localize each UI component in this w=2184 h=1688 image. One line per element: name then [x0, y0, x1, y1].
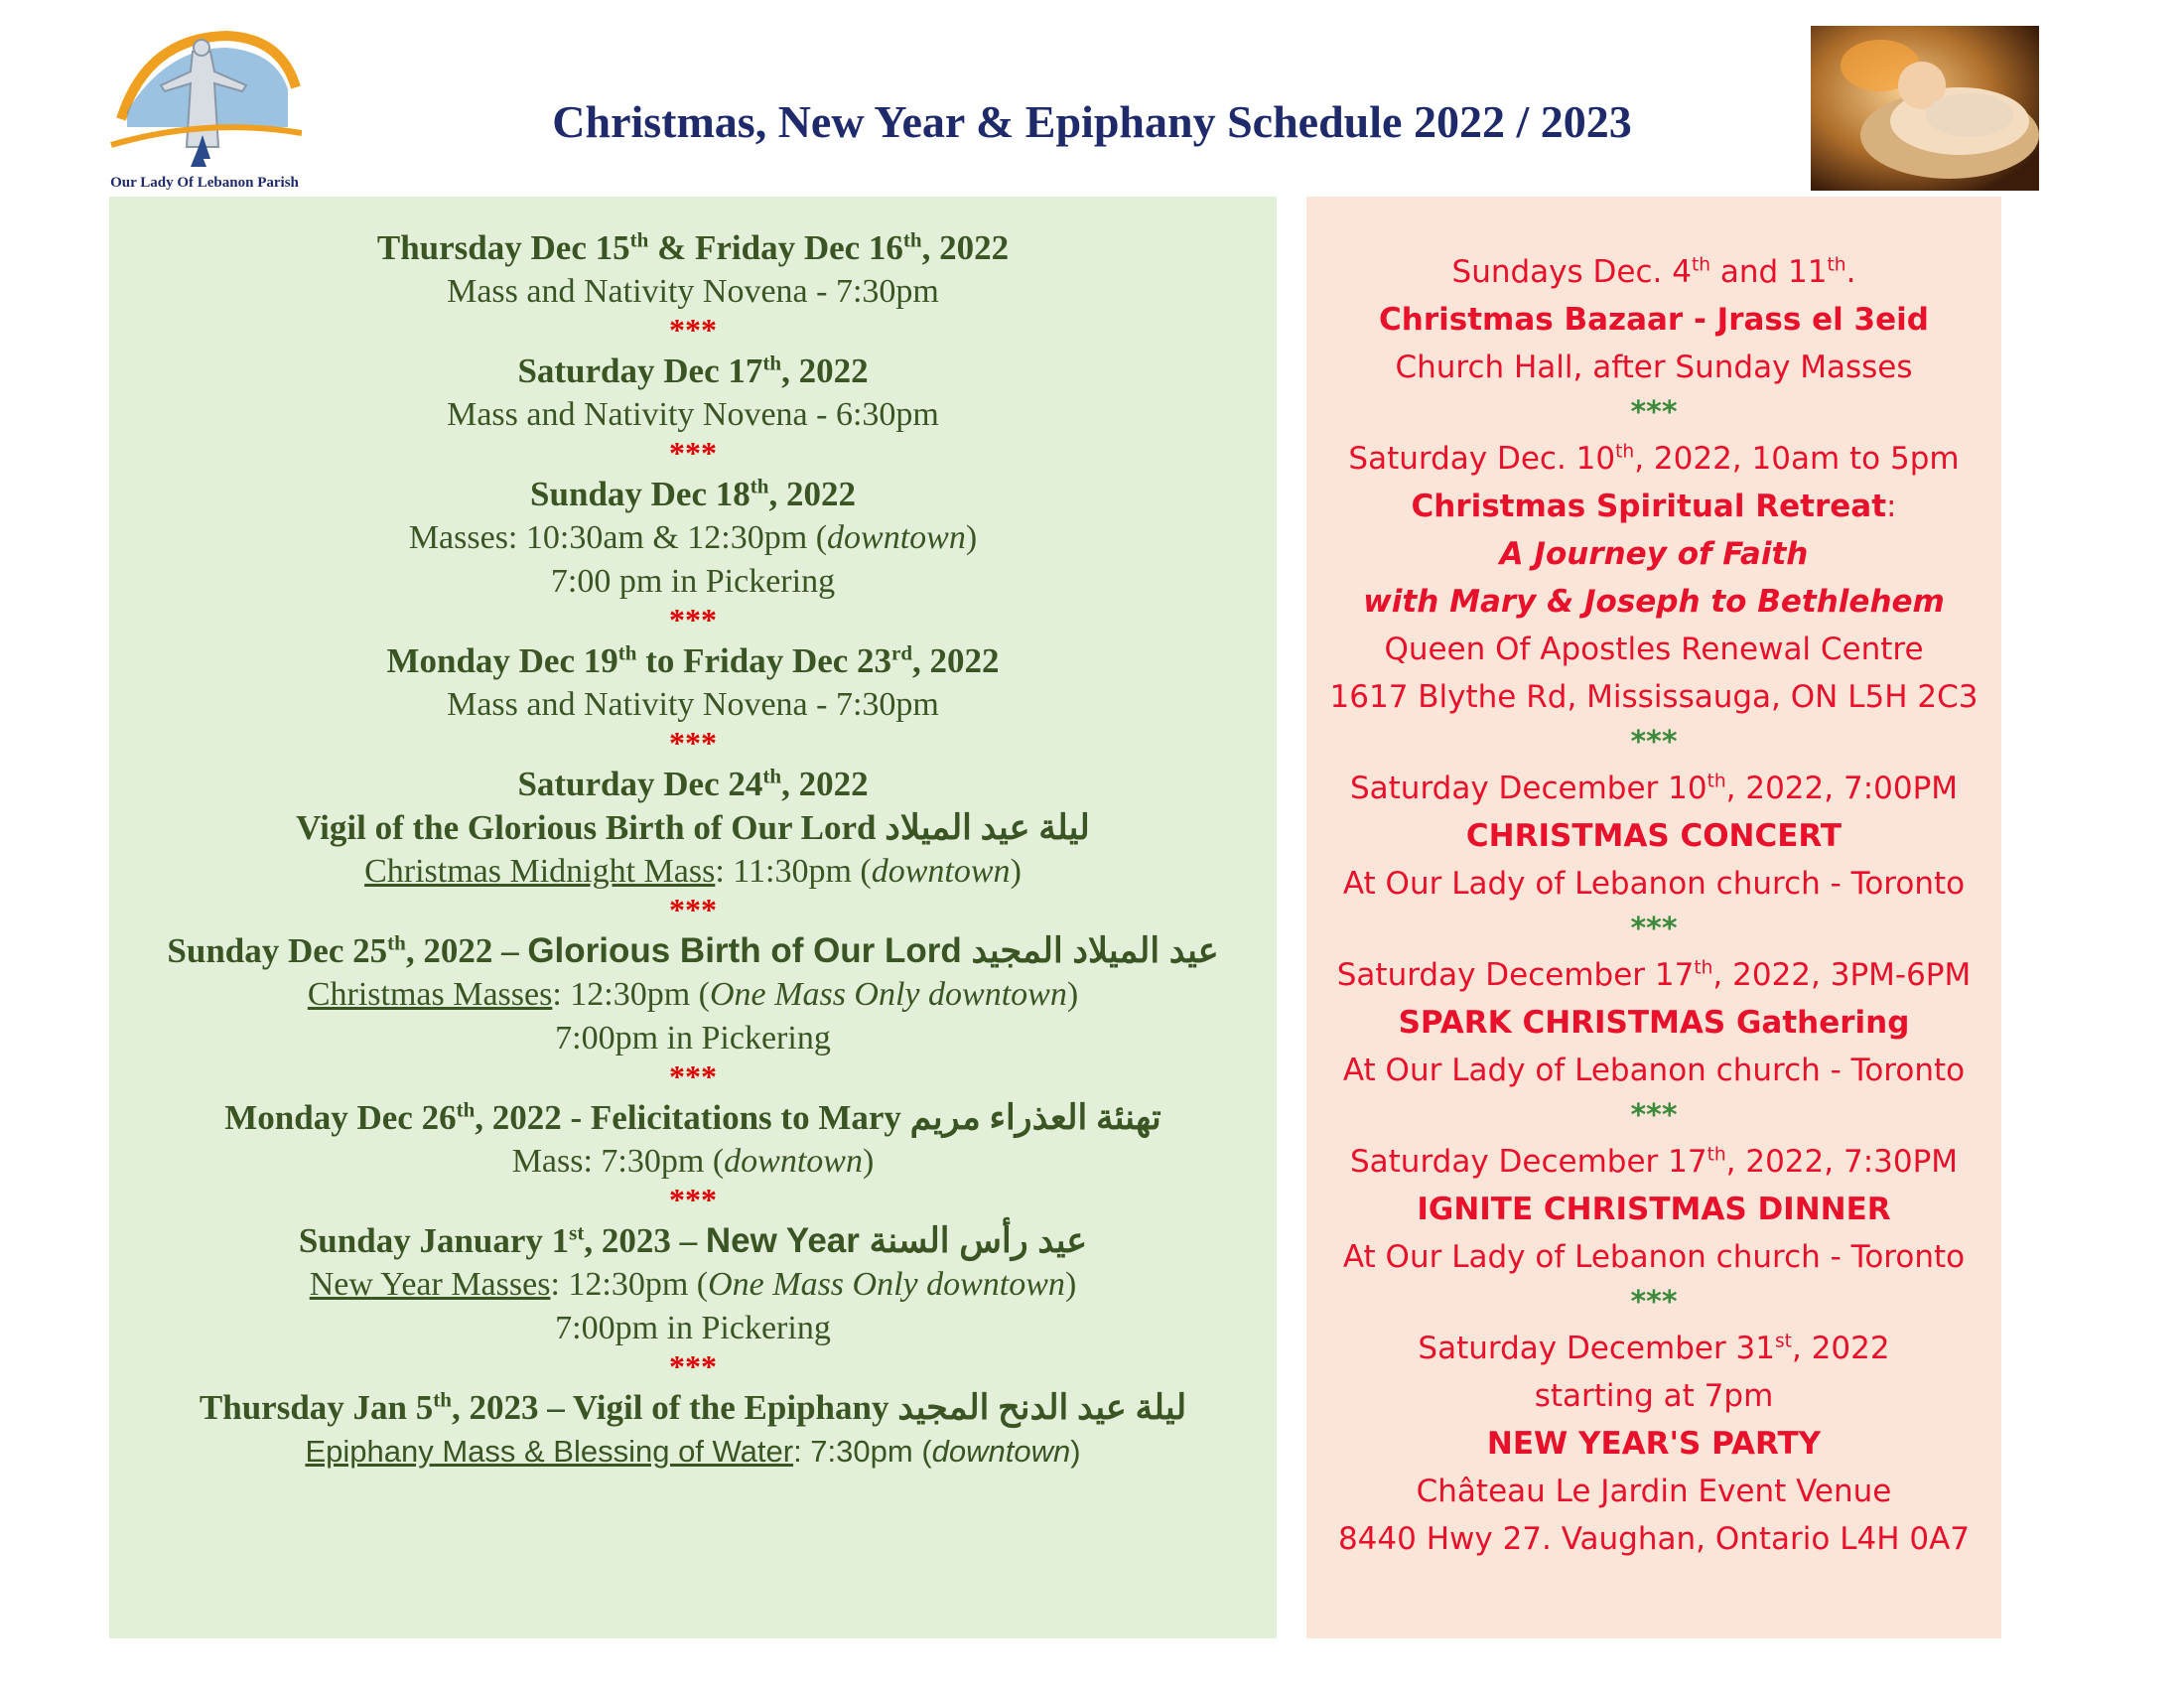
separator: ***	[1630, 1098, 1678, 1133]
event-date: Saturday Dec. 10th, 2022, 10am to 5pm	[1348, 441, 1960, 477]
separator: ***	[1630, 395, 1678, 430]
separator: ***	[669, 1348, 717, 1384]
event-heading: Monday Dec 26th, 2022 - Felicitations to Mary تهنئة العذراء مريم	[224, 1097, 1161, 1137]
event-title: CHRISTMAS CONCERT	[1465, 818, 1843, 854]
event-date: Sundays Dec. 4th and 11th.	[1451, 254, 1856, 290]
event-address: 8440 Hwy 27. Vaughan, Ontario L4H 0A7	[1337, 1521, 1971, 1557]
event-detail: Christmas Masses: 12:30pm (One Mass Only downtown)	[307, 976, 1079, 1013]
event-location: Queen Of Apostles Renewal Centre	[1384, 632, 1924, 667]
event-time: starting at 7pm	[1534, 1378, 1774, 1414]
separator: ***	[669, 1058, 717, 1094]
event-location: Church Hall, after Sunday Masses	[1395, 350, 1913, 385]
event-title: IGNITE CHRISTMAS DINNER	[1417, 1192, 1891, 1227]
event-detail: Mass and Nativity Novena - 7:30pm	[447, 273, 939, 310]
event-detail: 7:00pm in Pickering	[555, 1020, 831, 1056]
separator: ***	[1630, 912, 1678, 946]
event-subheading: Vigil of the Glorious Birth of Our Lord ليلة عيد الميلاد	[296, 808, 1090, 847]
event-detail: Mass and Nativity Novena - 6:30pm	[447, 396, 939, 433]
separator: ***	[669, 725, 717, 761]
event-heading: Saturday Dec 24th, 2022	[517, 764, 869, 803]
separator: ***	[669, 892, 717, 927]
page-title: Christmas, New Year & Epiphany Schedule 2022 / 2023	[552, 96, 1632, 147]
event-detail: 7:00 pm in Pickering	[550, 563, 836, 600]
event-subtitle: A Journey of Faith	[1499, 536, 1809, 572]
event-date: Saturday December 31st, 2022	[1418, 1331, 1890, 1366]
event-location: Château Le Jardin Event Venue	[1416, 1474, 1892, 1509]
church-schedule-panel	[109, 197, 1277, 1638]
separator: ***	[1630, 725, 1678, 760]
event-date: Saturday December 17th, 2022, 3PM-6PM	[1336, 957, 1972, 993]
event-title: Christmas Spiritual Retreat:	[1411, 489, 1897, 524]
event-location: At Our Lady of Lebanon church - Toronto	[1342, 1053, 1966, 1088]
event-detail: Christmas Midnight Mass: 11:30pm (downtown)	[364, 853, 1022, 890]
event-date: Saturday December 17th, 2022, 7:30PM	[1349, 1144, 1959, 1180]
logo-caption: Our Lady Of Lebanon Parish	[110, 175, 299, 191]
event-heading: Sunday January 1st, 2023 – New Year عيد رأس السنة	[298, 1220, 1088, 1260]
event-subtitle: with Mary & Joseph to Bethlehem	[1363, 584, 1945, 620]
event-detail: Mass: 7:30pm (downtown)	[511, 1143, 875, 1180]
event-address: 1617 Blythe Rd, Mississauga, ON L5H 2C3	[1329, 679, 1979, 715]
event-title: NEW YEAR'S PARTY	[1486, 1426, 1822, 1462]
nativity-image	[1811, 26, 2039, 191]
event-heading: Thursday Jan 5th, 2023 – Vigil of the Epiphany ليلة عيد الدنح المجيد	[199, 1387, 1187, 1427]
event-heading: Saturday Dec 17th, 2022	[517, 351, 869, 390]
event-detail: Masses: 10:30am & 12:30pm (downtown)	[408, 519, 978, 556]
event-detail: Epiphany Mass & Blessing of Water: 7:30pm (downtown)	[305, 1434, 1081, 1469]
event-heading: Monday Dec 19th to Friday Dec 23rd, 2022	[386, 640, 1000, 680]
event-date: Saturday December 10th, 2022, 7:00PM	[1349, 771, 1959, 806]
event-location: At Our Lady of Lebanon church - Toronto	[1342, 1239, 1966, 1275]
event-detail: 7:00pm in Pickering	[555, 1310, 831, 1346]
event-detail: New Year Masses: 12:30pm (One Mass Only downtown)	[309, 1266, 1077, 1303]
separator: ***	[669, 602, 717, 637]
event-heading: Thursday Dec 15th & Friday Dec 16th, 2022	[376, 227, 1010, 267]
separator: ***	[669, 1182, 717, 1217]
event-detail: Mass and Nativity Novena - 7:30pm	[447, 686, 939, 723]
event-heading: Sunday Dec 25th, 2022 – Glorious Birth of Our Lord عيد الميلاد المجيد	[167, 930, 1219, 970]
separator: ***	[1630, 1285, 1678, 1320]
separator: ***	[669, 435, 717, 471]
separator: ***	[669, 312, 717, 348]
event-location: At Our Lady of Lebanon church - Toronto	[1342, 866, 1966, 902]
community-events-panel	[1306, 197, 2001, 1638]
event-title: Christmas Bazaar - Jrass el 3eid	[1379, 302, 1929, 338]
event-title: SPARK CHRISTMAS Gathering	[1398, 1005, 1910, 1041]
event-heading: Sunday Dec 18th, 2022	[530, 474, 856, 513]
